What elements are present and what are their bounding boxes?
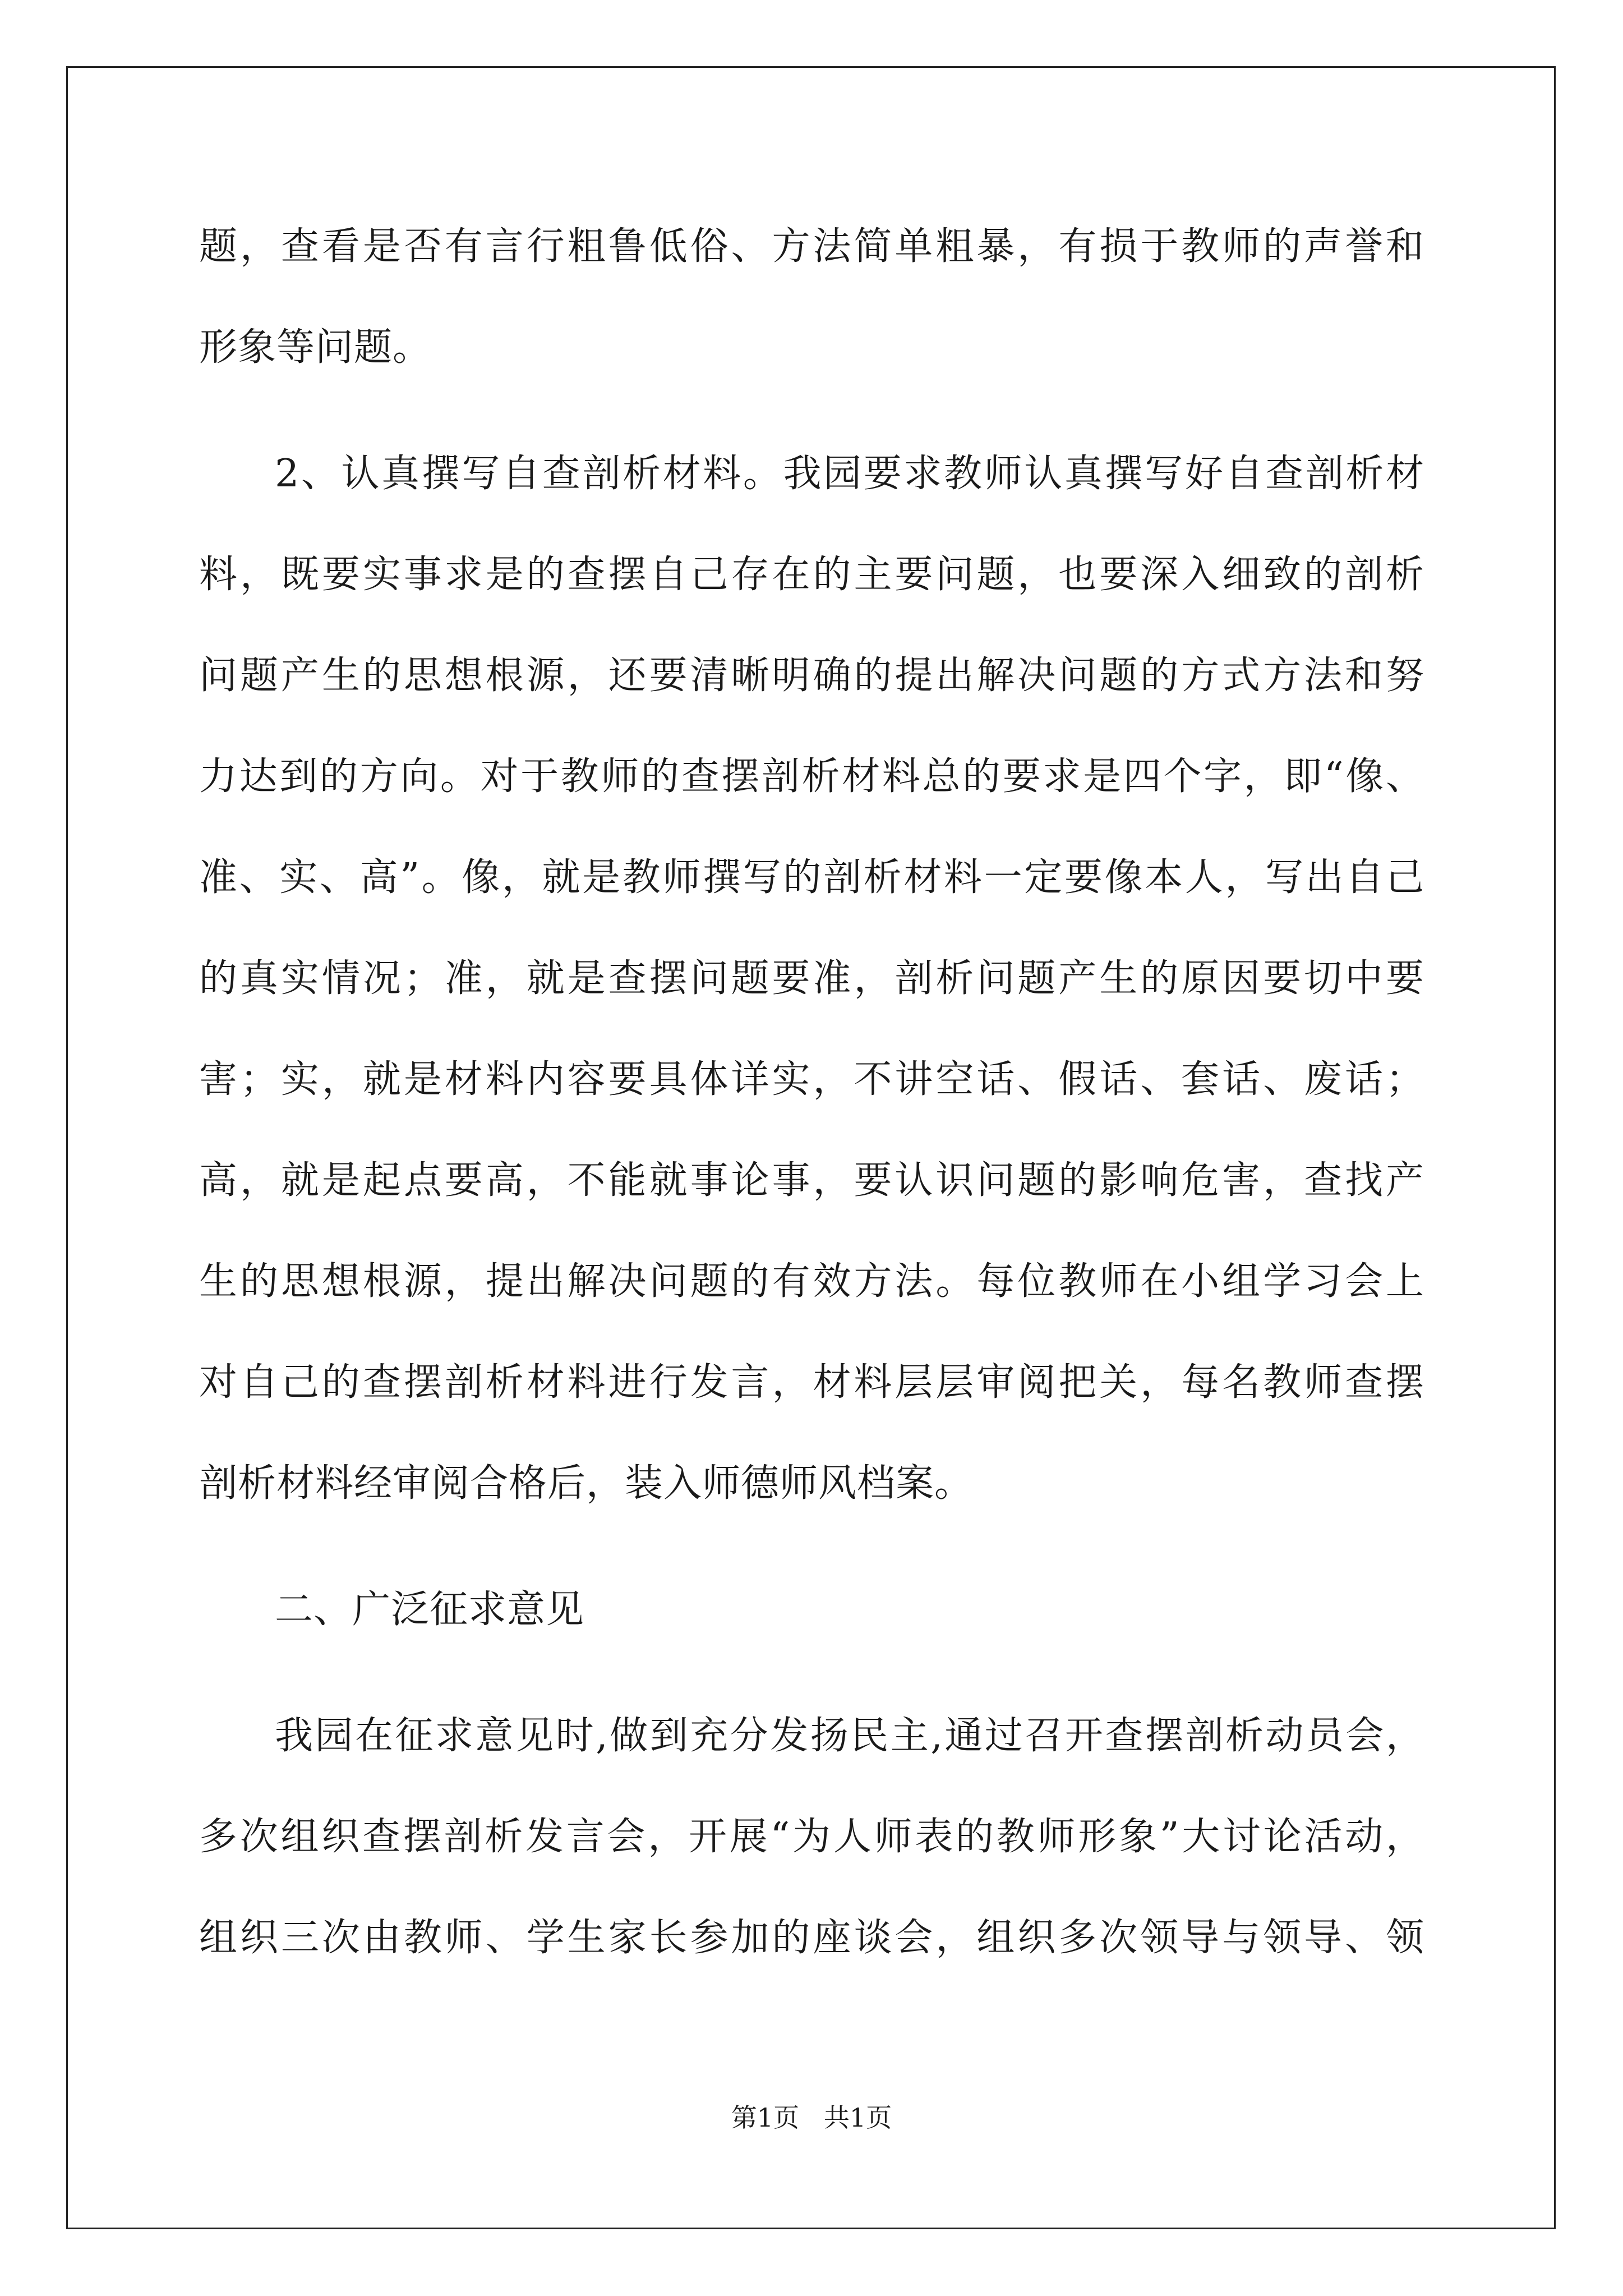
- page-number-footer: 第1页 共1页: [731, 2102, 892, 2133]
- text-line: 问题产生的思想根源，还要清晰明确的提出解决问题的方式方法和努: [199, 654, 1424, 698]
- section-heading: 二、广泛征求意见: [275, 1588, 585, 1632]
- text-line: 多次组织查摆剖析发言会，开展“为人师表的教师形象”大讨论活动，: [199, 1815, 1424, 1859]
- text-line: 剖析材料经审阅合格后，装入师德师风档案。: [199, 1461, 974, 1506]
- text-line: 生的思想根源，提出解决问题的有效方法。每位教师在小组学习会上: [199, 1259, 1424, 1304]
- paragraph-start-line: 2、认真撰写自查剖析材料。我园要求教师认真撰写好自查剖析材: [275, 452, 1424, 496]
- text-line: 力达到的方向。对于教师的查摆剖析材料总的要求是四个字，即“像、: [199, 754, 1424, 799]
- text-line: 组织三次由教师、学生家长参加的座谈会，组织多次领导与领导、领: [199, 1916, 1424, 1960]
- text-line: 题，查看是否有言行粗鲁低俗、方法简单粗暴，有损于教师的声誉和: [199, 224, 1424, 269]
- text-line: 的真实情况；准，就是查摆问题要准，剖析问题产生的原因要切中要: [199, 956, 1424, 1001]
- text-line: 害；实，就是材料内容要具体详实，不讲空话、假话、套话、废话；: [199, 1057, 1424, 1102]
- text-line: 准、实、高”。像，就是教师撰写的剖析材料一定要像本人，写出自己: [199, 855, 1424, 900]
- text-line: 料，既要实事求是的查摆自己存在的主要问题，也要深入细致的剖析: [199, 553, 1424, 597]
- text-line: 高，就是起点要高，不能就事论事，要认识问题的影响危害，查找产: [199, 1158, 1424, 1203]
- text-line: 形象等问题。: [199, 325, 432, 370]
- paragraph-start-line: 我园在征求意见时,做到充分发扬民主,通过召开查摆剖析动员会，: [275, 1714, 1424, 1758]
- text-line: 对自己的查摆剖析材料进行发言，材料层层审阅把关，每名教师查摆: [199, 1360, 1424, 1405]
